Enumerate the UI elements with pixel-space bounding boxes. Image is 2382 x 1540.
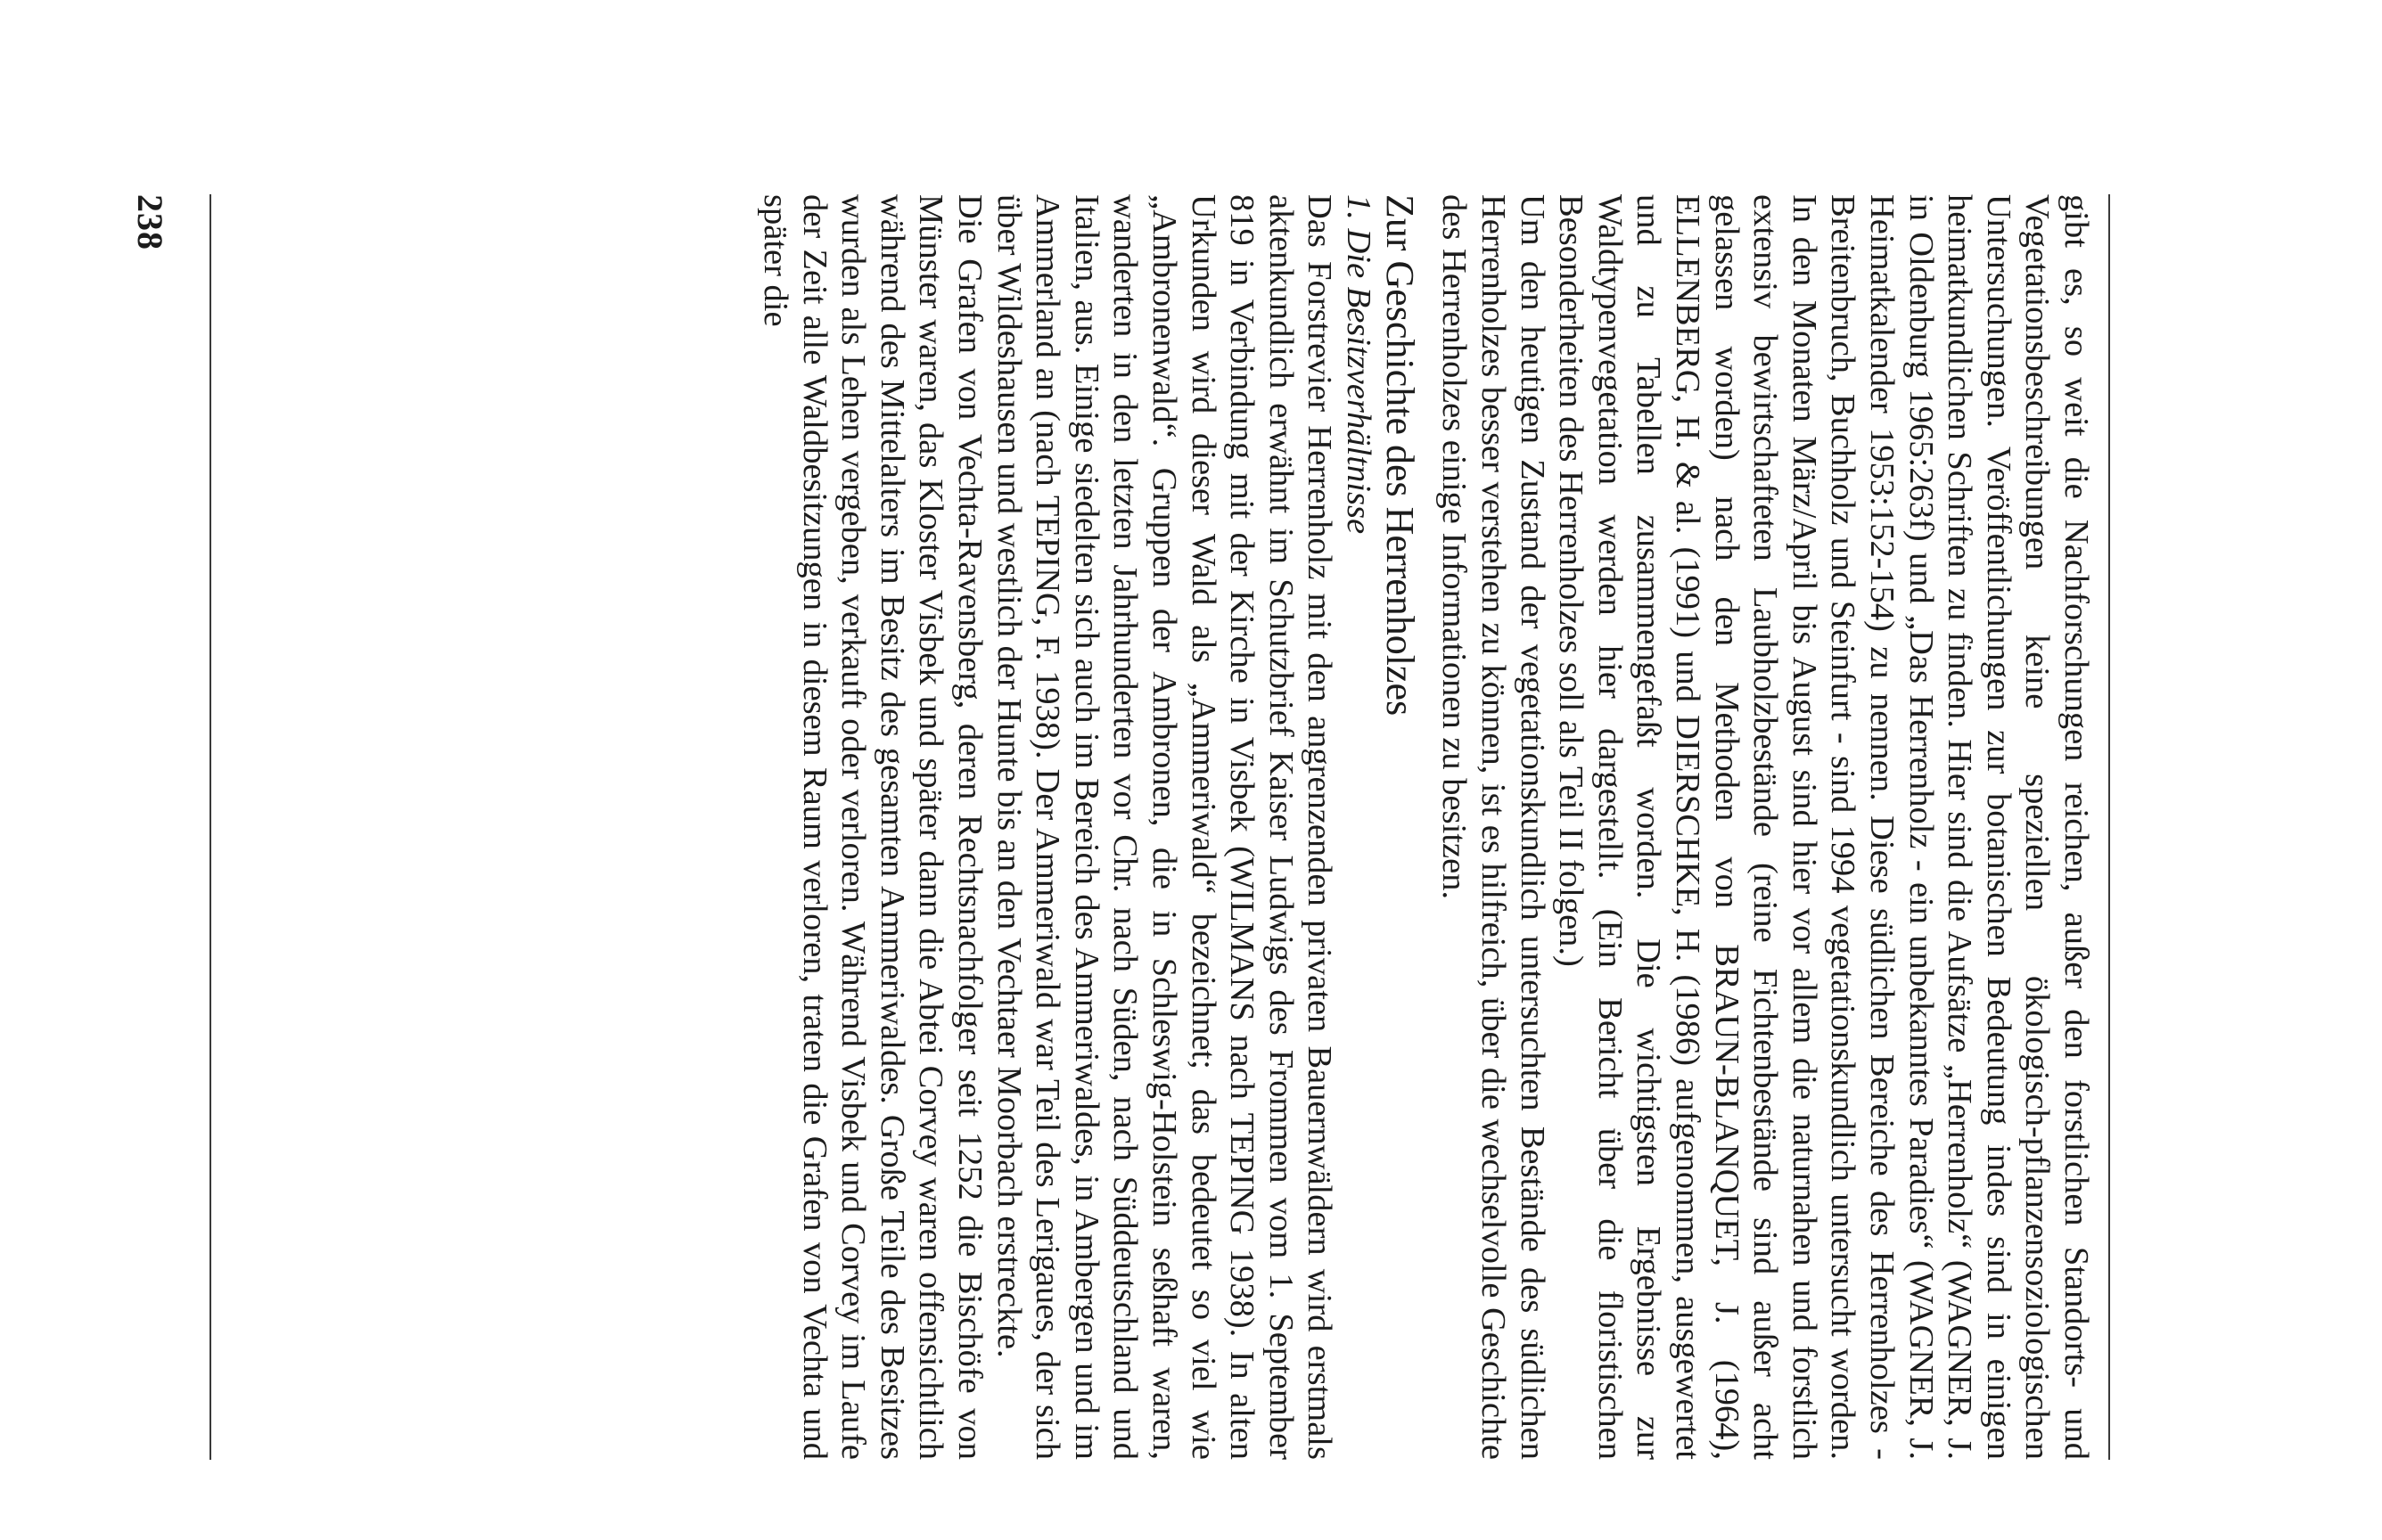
body-paragraph-2: Die Grafen von Vechta-Ravensberg, deren Rechtsnachfolger seit 1252 die Bischöfe von Münster waren, das Kloster Visbek und später dann die Abtei Corvey waren offensichtlich während des Mittelalters im Besitz des gesamten Ammeriwaldes. Große Teile des Besitzes wurden als Lehen vergeben, verkauft oder verloren. Während Visbek und Corvey im Laufe der Zeit alle Waldbesitzungen in diesem Raum verloren, traten die Grafen von Vechta und später die (757, 194, 989, 1460)
page-number: 238 (130, 194, 170, 250)
intro-paragraph: gibt es, so weit die Nachforschungen reichen, außer den forstlichen Standorts- und Vegetationsbeschreibungen keine speziellen ökologisch-pflanzensoziologischen Untersuchungen. Veröffentlichungen zur botanischen Bedeutung indes sind in einigen heimatkundlichen Schriften zu finden. Hier sind die Aufsätze „Herrenholz“ (WAGNER, J. in Oldenburg 1965:263f) und „Das Herrenholz - ein unbekanntes Paradies“ (WAGNER, J. Heimatkalender 1953:152-154) zu nennen. Diese südlichen Bereiche des Herrenholzes - Breitenbruch, Buchholz und Steinfurt - sind 1994 vegetationskundlich untersucht worden. In den Monaten März/April bis August sind hier vor allem die naturnahen und forstlich extensiv bewirtschafteten Laubholzbestände (reine Fichtenbestände sind außer acht gelassen worden) nach den Methoden von BRAUN-BLANQUET, J. (1964), ELLENBERG, H. & al. (1991) und DIERSCHKE, H. (1986) aufgenommen, ausgewertet und zu Tabellen zusammengefaßt worden. Die wichtigsten Ergebnisse zur Waldtypenvegetation werden hier dargestellt. (Ein Bericht über die floristischen Besonderheiten des Herrenholzes soll als Teil II folgen.) (1552, 194, 2095, 1460)
body-paragraph-1: Das Forstrevier Herrenholz mit den angrenzenden privaten Bauernwäldern wird erstmals aktenkundlich erwähnt im Schutzbrief Kaiser Ludwigs des Frommen vom 1. September 819 in Verbindung mit der Kirche in Visbek (WILMANS nach TEPING 1938). In alten Urkunden wird dieser Wald als „Ammeriwald“ bezeichnet; das bedeutet so viel wie „Ambronenwald“. Gruppen der Ambronen, die in Schleswig-Holstein seßhaft waren, wanderten in den letzten Jahrhunderten vor Chr. nach Süden, nach Süddeutschland und Italien, aus. Einige siedelten sich auch im Bereich des Ammeriwaldes, in Ambergen und im Ammerland an (nach TEPING, F. 1938). Der Ammeriwald war Teil des Lerigaues, der sich über Wildeshausen und westlich der Hunte bis an den Vechtaer Moorbach erstreckte. (990, 194, 1339, 1460)
top-rule (2108, 194, 2110, 1460)
page-body (755, 194, 2095, 1460)
bottom-rule (209, 194, 211, 1460)
subsection-heading: 1. Die Besitzverhältnisse (1339, 194, 1377, 535)
second-paragraph: Um den heutigen Zustand der vegetationskundlich untersuchten Bestände des südlichen Herrenholzes besser verstehen zu können, ist es hilfreich, über die wechselvolle Geschichte des Herrenholzes einige Informationen zu besitzen. (1435, 194, 1551, 1460)
section-heading: Zur Geschichte des Herrenholzes (1377, 194, 1422, 717)
